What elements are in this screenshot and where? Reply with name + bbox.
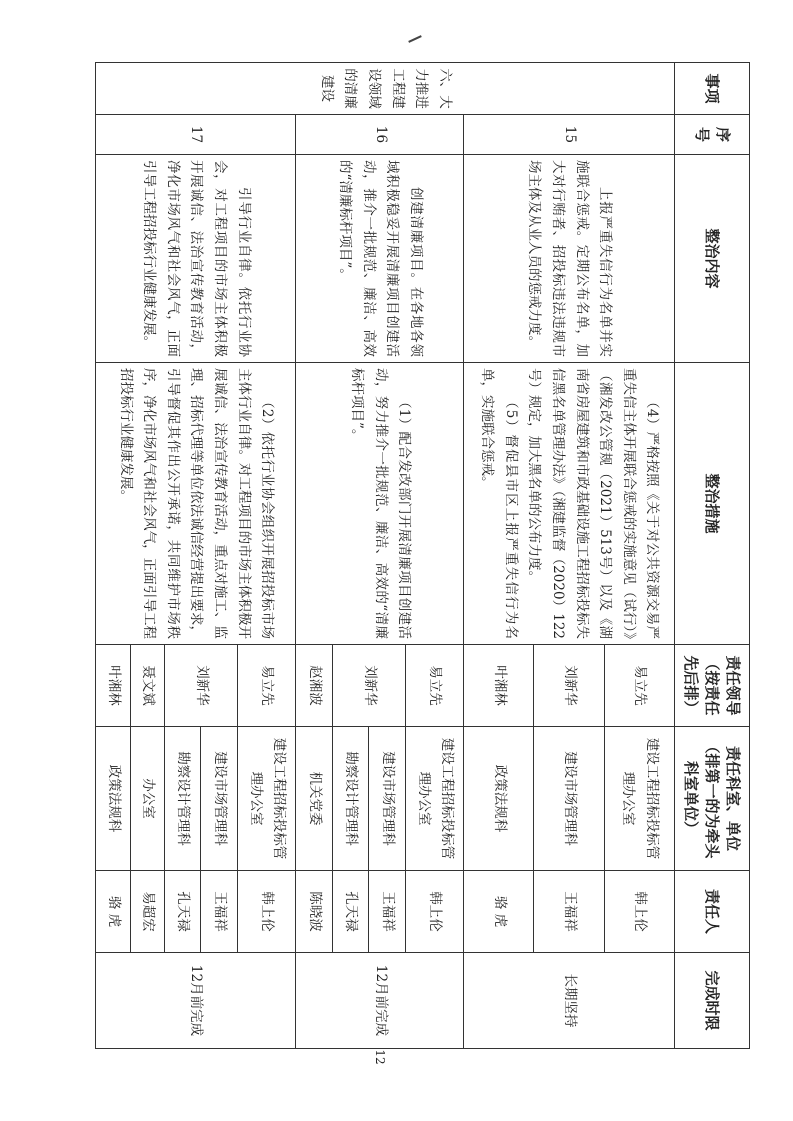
leader-cell: 易立先 bbox=[405, 645, 463, 727]
dept-cell: 政策法规科 bbox=[96, 727, 131, 871]
dept-cell: 建设工程招标投标管理办公室 bbox=[604, 727, 674, 871]
dept-cell: 建设市场管理科 bbox=[534, 727, 604, 871]
header-measures: 整治措施 bbox=[674, 363, 749, 645]
table-stage bbox=[95, 62, 750, 1048]
dept-cell: 办公室 bbox=[130, 727, 164, 871]
dept-cell: 建设工程招标投标管理办公室 bbox=[405, 727, 463, 871]
seq-cell: 15 bbox=[464, 115, 675, 155]
dept-cell: 建设市场管理科 bbox=[369, 727, 406, 871]
dept-cell: 建设市场管理科 bbox=[201, 727, 238, 871]
scan-mark bbox=[408, 35, 422, 43]
leader-cell: 聂文斌 bbox=[130, 645, 164, 727]
leader-cell: 刘新华 bbox=[534, 645, 604, 727]
person-cell: 陈晓波 bbox=[296, 871, 333, 953]
header-seq: 序号 bbox=[674, 115, 749, 155]
person-cell: 易超宏 bbox=[130, 871, 164, 953]
header-content: 整治内容 bbox=[674, 155, 749, 363]
dept-cell: 机关党委 bbox=[296, 727, 333, 871]
dept-cell: 勘察设计管理科 bbox=[332, 727, 369, 871]
leader-cell: 刘新华 bbox=[332, 645, 405, 727]
person-cell: 王福祥 bbox=[369, 871, 406, 953]
dept-cell: 政策法规科 bbox=[464, 727, 534, 871]
person-cell: 韩上伦 bbox=[237, 871, 295, 953]
measure-text: （2）依托行业协会组织开展招投标市场主体行业自律。对工程项目的市场主体积极开展诚信、法治宣传教育活动，重点对施工、监理、招标代理等单位依法诚信经营提出要求，引导督促其作出公开承诺，共同维护市场秩序，净化市场风气和社会风气，正面引导工程招投标行业健康发展。 bbox=[117, 368, 276, 639]
measure-text: （4）严格按照《关于对公共资源交易严重失信主体开展联合惩戒的实施意见（试行）》（湘发改公管规（2021）513号）以及《湖南省房屋建筑和市政基础设施工程招标投标失信黑名单管理办法》（湘建监督（2020）122号）规定，加大黑名单的公布力度。 bbox=[526, 368, 661, 639]
person-cell: 韩上伦 bbox=[604, 871, 674, 953]
header-item: 事项 bbox=[674, 63, 749, 115]
measures-cell bbox=[464, 363, 675, 645]
person-cell: 孔天禄 bbox=[332, 871, 369, 953]
leader-cell: 叶湘林 bbox=[96, 645, 131, 727]
person-cell: 王福祥 bbox=[534, 871, 604, 953]
person-cell: 骆 虎 bbox=[464, 871, 534, 953]
content-cell: 引导行业自律。依托行业协会，对工程项目的市场主体积极开展诚信、法治宣传教育活动，净化市场风气和社会风气，正面引导工程招投标行业健康发展。 bbox=[96, 155, 296, 363]
category-cell: 六、大力推进工程建设领域的清廉建设 bbox=[96, 63, 675, 115]
person-cell: 骆 虎 bbox=[96, 871, 131, 953]
leader-cell: 易立先 bbox=[604, 645, 674, 727]
dept-cell: 建设工程招标投标管理办公室 bbox=[237, 727, 295, 871]
seq-cell: 17 bbox=[96, 115, 296, 155]
person-cell: 王福祥 bbox=[201, 871, 238, 953]
deadline-cell: 长期坚持 bbox=[464, 953, 675, 1049]
leader-cell: 赵湘波 bbox=[296, 645, 333, 727]
table-row bbox=[604, 63, 674, 1049]
measure-text: （5）督促县市区上报严重失信行为名单，实施联合惩戒。 bbox=[479, 368, 519, 639]
header-deadline: 完成时限 bbox=[674, 953, 749, 1049]
leader-cell: 刘新华 bbox=[164, 645, 237, 727]
content-cell: 创建清廉项目。在各地各领域积极稳妥开展清廉项目创建活动，推介一批规范、廉洁、高效的“清廉标杆项目”。 bbox=[296, 155, 464, 363]
header-person: 责任人 bbox=[674, 871, 749, 953]
table-row bbox=[405, 63, 463, 1049]
dept-cell: 勘察设计管理科 bbox=[164, 727, 201, 871]
person-cell: 韩上伦 bbox=[405, 871, 463, 953]
header-row bbox=[674, 63, 749, 1049]
deadline-cell: 12月前完成 bbox=[296, 953, 464, 1049]
deadline-cell: 12月前完成 bbox=[96, 953, 296, 1049]
page-number: 12 bbox=[373, 1049, 387, 1065]
header-dept: 责任科室、单位（排第一的为牵头科室单位） bbox=[674, 727, 749, 871]
seq-cell: 16 bbox=[296, 115, 464, 155]
content-cell: 上报严重失信行为名单并实施联合惩戒。定期公布名单，加大对行贿者、招投标违法违规市场主体及从业人员的惩戒力度。 bbox=[464, 155, 675, 363]
leader-cell: 易立先 bbox=[237, 645, 295, 727]
measure-text: （1）配合发改部门开展清廉项目创建活动，努力推介一批规范、廉洁、高效的“清廉标杆项目”。 bbox=[348, 368, 413, 639]
header-leader: 责任领导（按责任先后排） bbox=[674, 645, 749, 727]
person-cell: 孔天禄 bbox=[164, 871, 201, 953]
rectification-table bbox=[95, 62, 750, 1049]
leader-cell: 叶湘林 bbox=[464, 645, 534, 727]
table-row bbox=[237, 63, 295, 1049]
measures-cell bbox=[96, 363, 296, 645]
measures-cell bbox=[296, 363, 464, 645]
rotated-table-wrapper bbox=[95, 62, 750, 1048]
